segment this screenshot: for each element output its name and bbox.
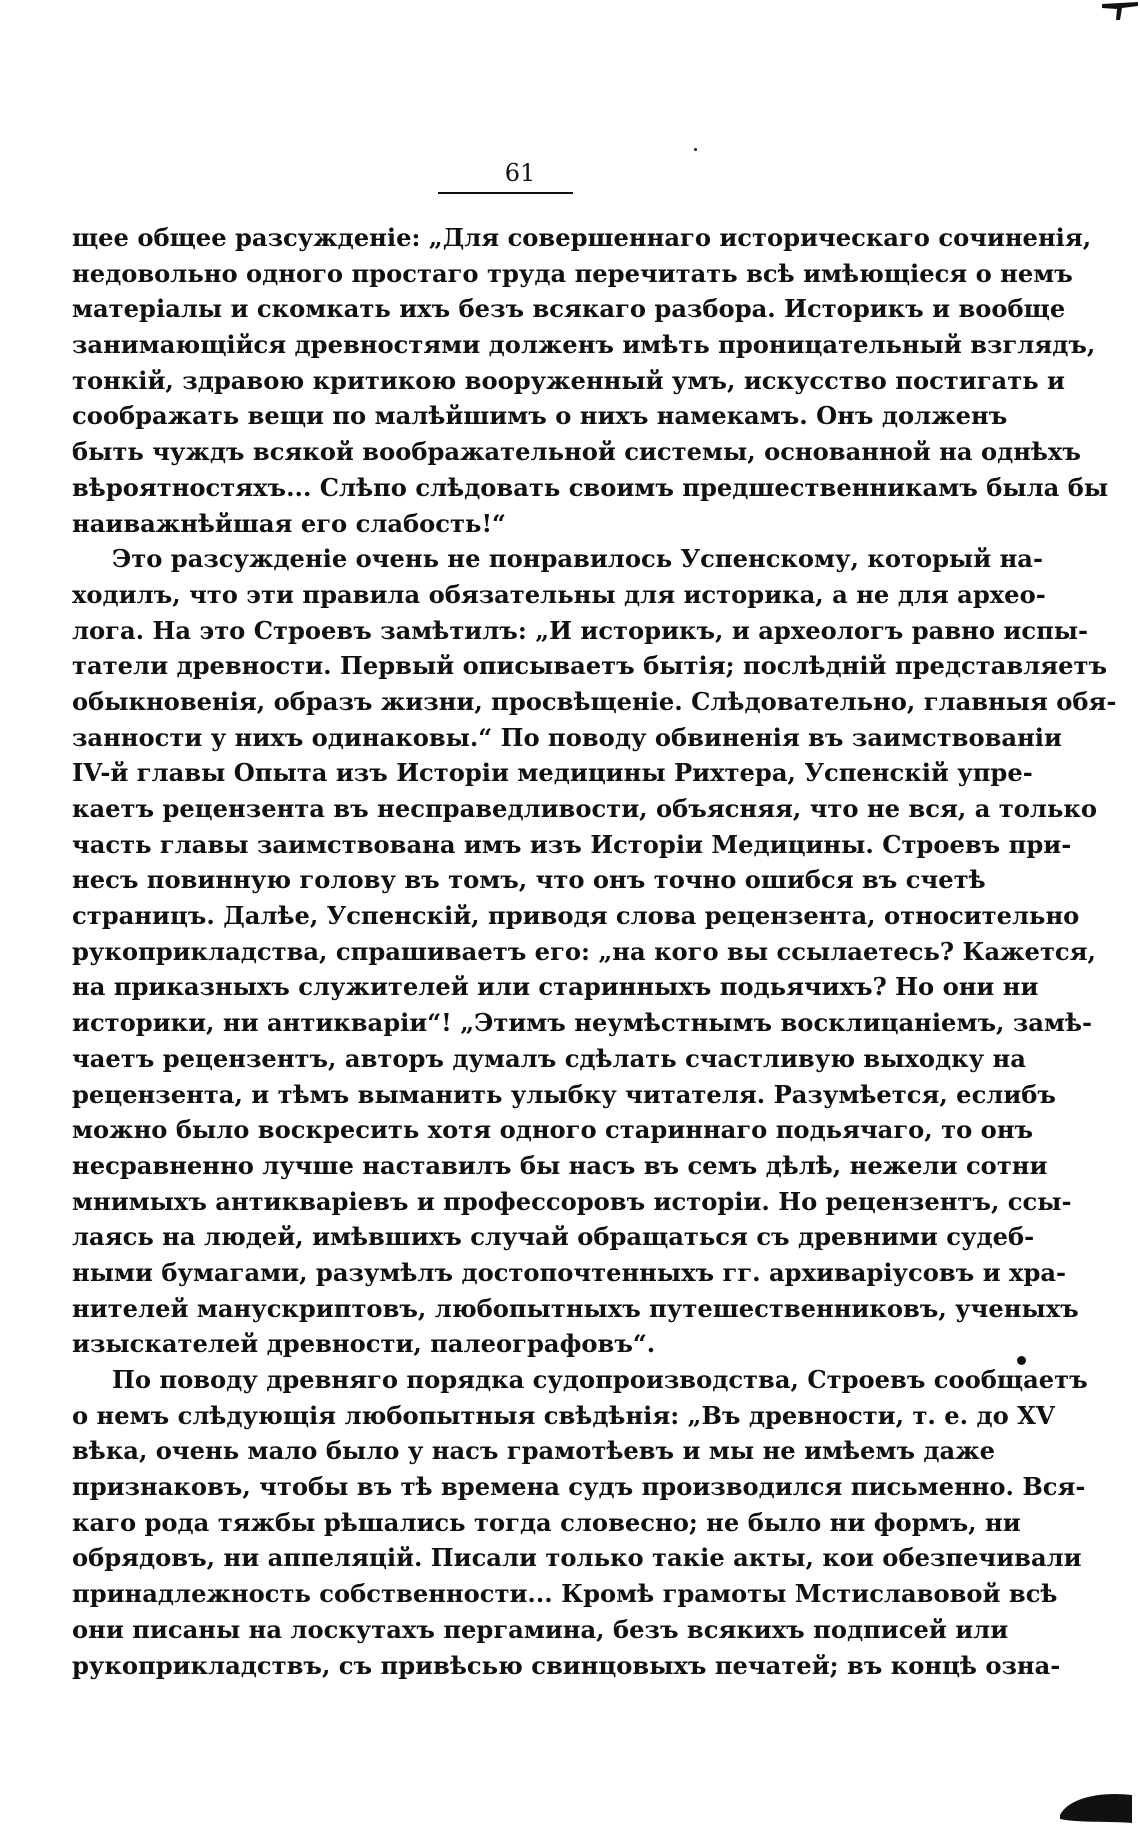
text-line: занимающійся древностями долженъ имѣть проницательный взглядъ, (72, 330, 1096, 360)
paragraph-first-line: Это разсужденіе очень не понравилось Успенскому, который на- (112, 544, 1044, 574)
page-number-rule (438, 192, 573, 194)
text-line: рецензента, и тѣмъ выманить улыбку читателя. Разумѣется, еслибъ (72, 1079, 1056, 1109)
text-line: недовольно одного простаго труда перечитать всѣ имѣющіеся о немъ (72, 258, 1073, 288)
text-line: лога. На это Строевъ замѣтилъ: „И историкъ, и археологъ равно испы- (72, 615, 1089, 645)
text-line: изыскателей древности, палеографовъ“. (72, 1329, 656, 1359)
text-line: принадлежность собственности... Кромѣ грамоты Мстиславовой всѣ (72, 1579, 1058, 1609)
text-line: ходилъ, что эти правила обязательны для историка, а не для архео- (72, 579, 1046, 609)
text-line: тонкій, здравою критикою вооруженный умъ, искусство постигать и (72, 365, 1065, 395)
text-line: каетъ рецензента въ несправедливости, объясняя, что не вся, а только (72, 794, 1097, 823)
text-line: ными бумагами, разумѣлъ достопочтенныхъ гг. архиваріусовъ и хра- (72, 1257, 1067, 1287)
text-line: чаетъ рецензентъ, авторъ думалъ сдѣлать счастливую выходку на (72, 1043, 1026, 1073)
text-line: о немъ слѣдующія любопытныя свѣдѣнія: „Въ древности, т. е. до XV (72, 1400, 1055, 1430)
text-line: рукоприкладствъ, съ привѣсью свинцовыхъ печатей; въ концѣ озна- (72, 1650, 1061, 1680)
scan-corner-mark (1100, 0, 1140, 22)
text-line: несъ повинную голову въ томъ, что онъ точно ошибся въ счетѣ (72, 865, 986, 895)
text-line: лаясь на людей, имѣвшихъ случай обращаться съ древними судеб- (72, 1222, 1035, 1252)
text-line: быть чуждъ всякой воображательной системы, основанной на однѣхъ (72, 437, 1081, 467)
text-line: занности у нихъ одинаковы.“ По поводу обвиненія въ заимствованіи (72, 722, 1062, 752)
text-line: нителей манускриптовъ, любопытныхъ путешественниковъ, ученыхъ (72, 1293, 1079, 1323)
text-line: соображать вещи по малѣйшимъ о нихъ намекамъ. Онъ долженъ (72, 401, 1008, 431)
text-line: на приказныхъ служителей или старинныхъ подьячихъ? Но они ни (72, 972, 1039, 1002)
page-number: 61 (504, 159, 536, 187)
scan-ink-blot (1058, 1785, 1134, 1825)
text-line: они писаны на лоскутахъ пергамина, безъ всякихъ подписей или (72, 1614, 1009, 1644)
text-line: IV-й главы Опыта изъ Исторіи медицины Рихтера, Успенскій упре- (72, 758, 1033, 788)
text-line: часть главы заимствована имъ изъ Исторіи Медицины. Строевъ при- (72, 829, 1072, 859)
text-line: страницъ. Далѣе, Успенскій, приводя слова рецензента, относительно (72, 901, 1080, 931)
scan-speck (1017, 1356, 1026, 1365)
paragraph-first-line: По поводу древняго порядка судопроизводства, Строевъ сообщаетъ (112, 1365, 1088, 1394)
text-line: щее общее разсужденіе: „Для совершеннаго историческаго сочиненія, (72, 223, 1092, 252)
text-line: рукоприкладства, спрашиваетъ его: „на кого вы ссылаетесь? Кажется, (72, 936, 1096, 966)
text-line: обыкновенія, образъ жизни, просвѣщеніе. Слѣдовательно, главныя обя- (72, 686, 1117, 716)
text-line: несравненно лучше наставилъ бы насъ въ семъ дѣлѣ, нежели сотни (72, 1150, 1048, 1180)
text-line: наиважнѣйшая его слабость!“ (72, 508, 506, 538)
text-line: татели древности. Первый описываетъ бытія; послѣдній представляетъ (72, 651, 1108, 681)
text-line: вѣроятностяхъ... Слѣпо слѣдовать своимъ предшественникамъ была бы (72, 472, 1109, 502)
text-line: мнимыхъ антикваріевъ и профессоровъ исторіи. Но рецензентъ, ссы- (72, 1186, 1072, 1216)
scan-speck (694, 148, 697, 151)
body-text (72, 220, 1117, 1683)
text-line: можно было воскресить хотя одного стариннаго подьячаго, то онъ (72, 1115, 1034, 1145)
text-line: вѣка, очень мало было у насъ грамотѣевъ и мы не имѣемъ даже (72, 1436, 996, 1466)
text-line: матеріалы и скомкать ихъ безъ всякаго разбора. Историкъ и вообще (72, 294, 1066, 324)
text-line: каго рода тяжбы рѣшались тогда словесно; не было ни формъ, ни (72, 1507, 1021, 1537)
text-line: обрядовъ, ни аппеляцій. Писали только такіе акты, кои обезпечивали (72, 1543, 1082, 1573)
text-line: историки, ни антикваріи“! „Этимъ неумѣстнымъ восклицаніемъ, замѣ- (72, 1008, 1093, 1038)
text-line: признаковъ, чтобы въ тѣ времена судъ производился письменно. Вся- (72, 1472, 1086, 1502)
